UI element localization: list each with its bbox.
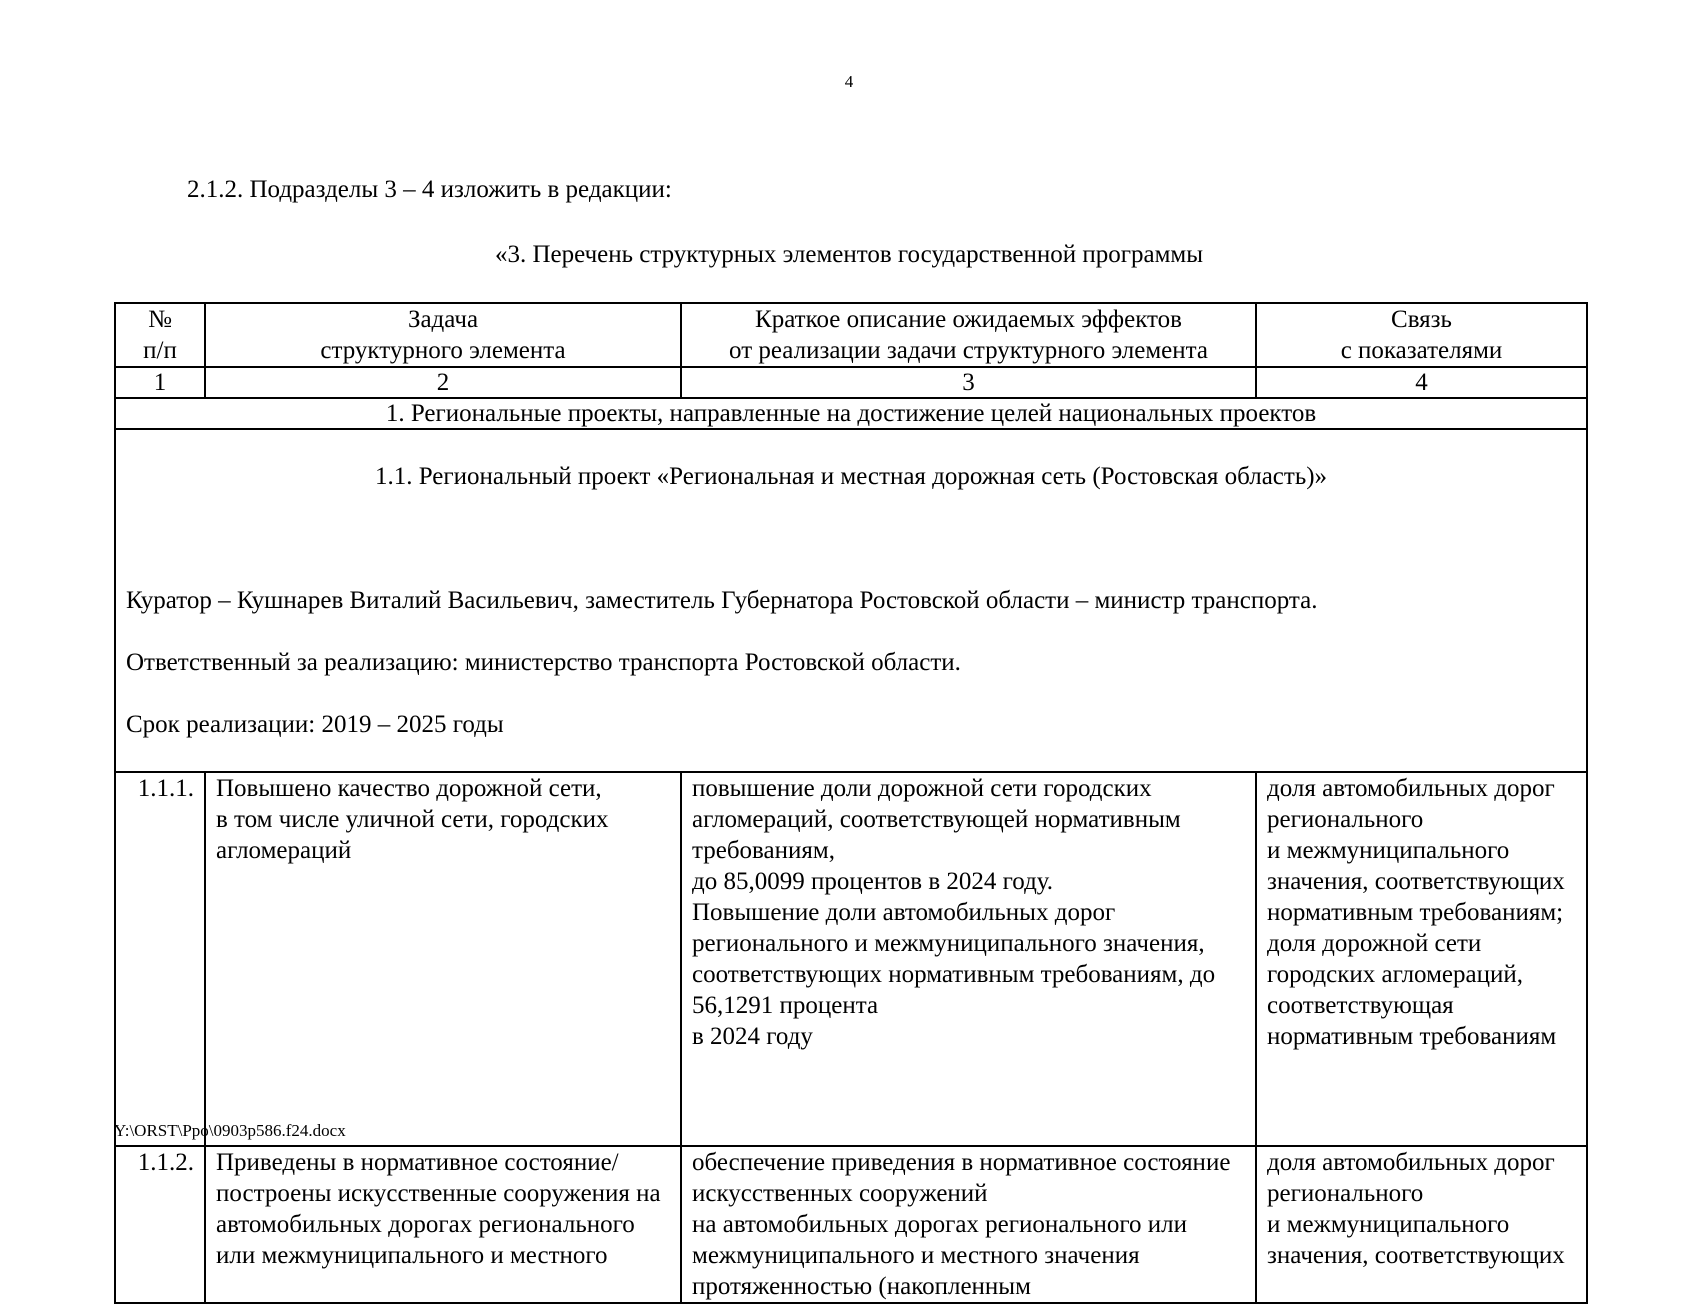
row-task: Повышено качество дорожной сети, в том числе уличной сети, городских агломераций	[205, 772, 681, 1146]
project-spacer	[126, 523, 1576, 554]
header-indicators: Связь с показателями	[1256, 303, 1587, 367]
column-number-4: 4	[1256, 367, 1587, 398]
page-number: 4	[844, 72, 854, 91]
section-title: «3. Перечень структурных элементов государственной программы	[494, 241, 1204, 268]
table-row	[115, 772, 1587, 1146]
project-cell	[115, 429, 1587, 772]
project-curator: Куратор – Кушнарев Виталий Васильевич, заместитель Губернатора Ростовской области – министр транспорта.	[126, 587, 1318, 614]
project-term: Срок реализации: 2019 – 2025 годы	[126, 711, 504, 738]
header-task: Задача структурного элемента	[205, 303, 681, 367]
project-responsible: Ответственный за реализацию: министерство транспорта Ростовской области.	[126, 649, 961, 676]
row-task: Приведены в нормативное состояние/построены искусственные сооружения на автомобильных дорогах регионального или межмуниципального и местного	[205, 1146, 681, 1303]
table-header-row	[115, 303, 1587, 367]
structural-elements-table	[114, 302, 1588, 1304]
table-row	[115, 1146, 1587, 1303]
column-number-row	[115, 367, 1587, 398]
column-number-2: 2	[205, 367, 681, 398]
row-number: 1.1.2.	[115, 1146, 205, 1303]
header-number: № п/п	[115, 303, 205, 367]
row-effects: повышение доли дорожной сети городских агломераций, соответствующей нормативным требованиям, до 85,0099 процентов в 2024 году. Повышение доли автомобильных дорог регионального и межмуниципального значения, соответствующих нормативным требованиям, до 56,1291 процента в 2024 году	[681, 772, 1256, 1146]
row-effects: обеспечение приведения в нормативное состояние искусственных сооружений на автомобильных дорогах регионального или межмуниципального и местного значения протяженностью (накопленным	[681, 1146, 1256, 1303]
project-row	[115, 429, 1587, 772]
row-indicators: доля автомобильных дорог регионального и межмуниципального значения, соответствующих нормативным требованиям; доля дорожной сети городских агломераций, соответствующая нормативным требованиям	[1256, 772, 1587, 1146]
project-title: 1.1. Региональный проект «Региональная и местная дорожная сеть (Ростовская область)»	[374, 463, 1328, 490]
file-path-footer: Y:\ORST\Ppo\0903p586.f24.docx	[114, 1121, 346, 1140]
section-row-cell: 1. Региональные проекты, направленные на достижение целей национальных проектов	[115, 398, 1587, 429]
intro-paragraph: 2.1.2. Подразделы 3 – 4 изложить в редакции:	[187, 176, 672, 203]
section-row	[115, 398, 1587, 429]
row-indicators: доля автомобильных дорог регионального и межмуниципального значения, соответствующих	[1256, 1146, 1587, 1303]
column-number-3: 3	[681, 367, 1256, 398]
row-number: 1.1.1.	[115, 772, 205, 1146]
column-number-1: 1	[115, 367, 205, 398]
header-effects: Краткое описание ожидаемых эффектов от реализации задачи структурного элемента	[681, 303, 1256, 367]
